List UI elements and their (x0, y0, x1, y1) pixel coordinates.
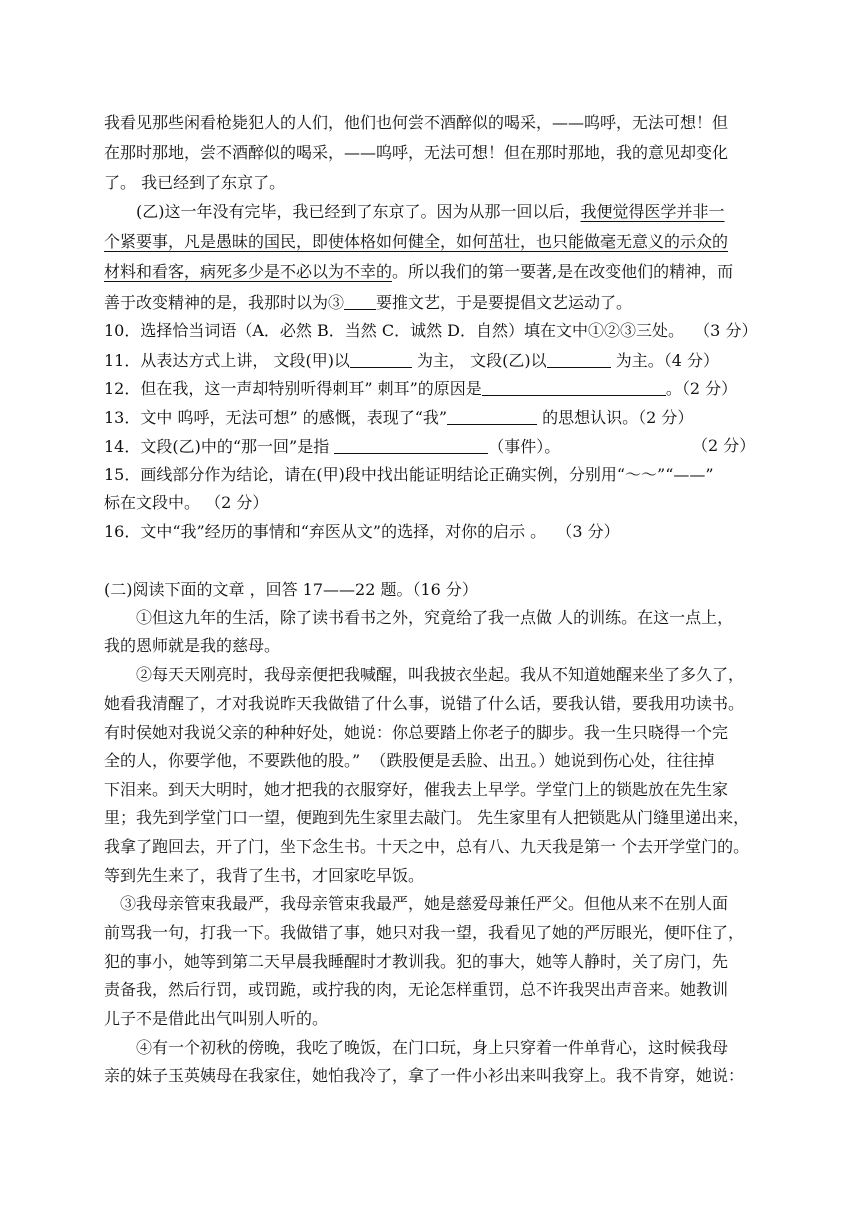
paragraph-line: ①但这九年的生活，除了读书看书之外，究竟给了我一点做 人的训练。在这一点上， (136, 608, 734, 627)
paragraph-line: 全的人，你要学他，不要跌他的股。” （跌股便是丢脸、出丑。）她说到伤心处，往往掉 (104, 751, 715, 770)
passage-b-line: 善于改变精神的是，我那时以为③ 要推文艺，于是要提倡文艺运动了。 (104, 293, 633, 312)
answer-blank[interactable] (482, 380, 666, 396)
paragraph-line: 有时侯她对我说父亲的种种好处，她说：你总要踏上你老子的脚步。我一生只晓得一个完 (104, 723, 729, 742)
paragraph-line: 犯的事小，她等到第二天早晨我睡醒时才教训我。犯的事大，她等人静时，关了房门，先 (104, 952, 729, 971)
paragraph-line: 儿子不是借此出气叫别人听的。 (104, 1009, 329, 1028)
question-12: 12．但在我，这一声却特别听得刺耳” 刺耳”的原因是 。（2 分） (104, 379, 738, 398)
passage-b-line (104, 264, 733, 280)
answer-blank[interactable] (344, 294, 376, 310)
question-16: 16．文中“我”经历的事情和“弃医从文”的选择，对你的启示 。 （3 分） (104, 522, 620, 541)
paragraph-line: 她看我清醒了，才对我说昨天我做错了什么事，说错了什么话，要我认错，要我用功读书。 (104, 694, 745, 713)
answer-blank[interactable] (350, 352, 412, 368)
passage-a-line: 了。 我已经到了东京了。 (104, 173, 286, 192)
paragraph-line: 等到先生来了，我背了生书，才回家吃早饭。 (104, 866, 425, 885)
paragraph-line: ④有一个初秋的傍晚，我吃了晚饭，在门口玩，身上只穿着一件单背心，这时候我母 (136, 1038, 729, 1057)
question-15: 15．画线部分作为结论，请在(甲)段中找出能证明结论正确实例，分别用“～～”“——” (104, 465, 714, 484)
question-13: 13．文中 呜呼，无法可想” 的感慨，表现了“我” 的思想认识。（2 分） (104, 408, 694, 427)
section-heading: (二)阅读下面的文章 ，回答 17——22 题。（16 分） (104, 580, 478, 599)
passage-b-text: 。所以我们的第一要著,是在改变他们的精神，而 (392, 262, 734, 281)
answer-blank[interactable] (447, 409, 537, 425)
question-10: 10．选择恰当词语（A．必然 B．当然 C．诚然 D．自然）填在文中①②③三处。 （3 分） (104, 321, 758, 340)
underlined-conclusion: 材料和看客，病死多少是不必以为不幸的 (104, 262, 393, 281)
passage-b-text: (乙)这一年没有完毕，我已经到了东京了。因为从那一回以后， (136, 202, 581, 221)
question-15-cont: 标在文段中。 （2 分） (104, 493, 269, 512)
passage-a-line: 在那时那地，尝不酒醉似的喝采，——呜呼，无法可想！但在那时那地，我的意见却变化 (104, 143, 729, 162)
paragraph-line: 下泪来。到天大明时，她才把我的衣服穿好，催我去上早学。学堂门上的锁匙放在先生家 (104, 780, 729, 799)
paragraph-line: 我拿了跑回去，开了门，坐下念生书。十天之中，总有八、九天我是第一 个去开学堂门的。 (104, 837, 750, 856)
paragraph-line: ②每天天刚亮时，我母亲便把我喊醒，叫我披衣坐起。我从不知道她醒来坐了多久了， (136, 665, 745, 684)
question-14: 14．文段(乙)中的“那一回”是指 （事件）。 (104, 437, 561, 456)
underlined-conclusion: 我便觉得医学并非一 (580, 202, 725, 221)
paragraph-line: 前骂我一句，打我一下。我做错了事，她只对我一望，我看见了她的严厉眼光，便吓住了， (104, 923, 745, 942)
paragraph-line: 我的恩师就是我的慈母。 (104, 636, 281, 655)
paragraph-line: 里；我先到学堂门口一望，便跑到先生家里去敲门。 先生家里有人把锁匙从门缝里递出来， (104, 808, 750, 827)
passage-b-line (104, 234, 728, 250)
passage-b-line (136, 204, 725, 220)
underlined-conclusion: 个紧要事，凡是愚昧的国民，即使体格如何健全，如何茁壮，也只能做毫无意义的示众的 (104, 232, 729, 251)
answer-blank[interactable] (547, 352, 611, 368)
answer-blank[interactable] (334, 438, 488, 454)
question-11: 11．从表达方式上讲， 文段(甲)以 为主， 文段(乙)以 为主。（4 分） (104, 351, 719, 370)
paragraph-line: 责备我，然后行罚，或罚跪，或拧我的肉，无论怎样重罚，总不许我哭出声音来。她教训 (104, 980, 729, 999)
paragraph-line: ③我母亲管束我最严，我母亲管束我最严，她是慈爱母兼任严父。但他从来不在别人面 (120, 894, 729, 913)
question-14-score: （2 分） (692, 436, 756, 455)
passage-a-line: 我看见那些闲看枪毙犯人的人们，他们也何尝不酒醉似的喝采，——呜呼，无法可想！但 (104, 113, 729, 132)
paragraph-line: 亲的妹子玉英姨母在我家住，她怕我冷了，拿了一件小衫出来叫我穿上。我不肯穿，她说： (104, 1066, 745, 1085)
